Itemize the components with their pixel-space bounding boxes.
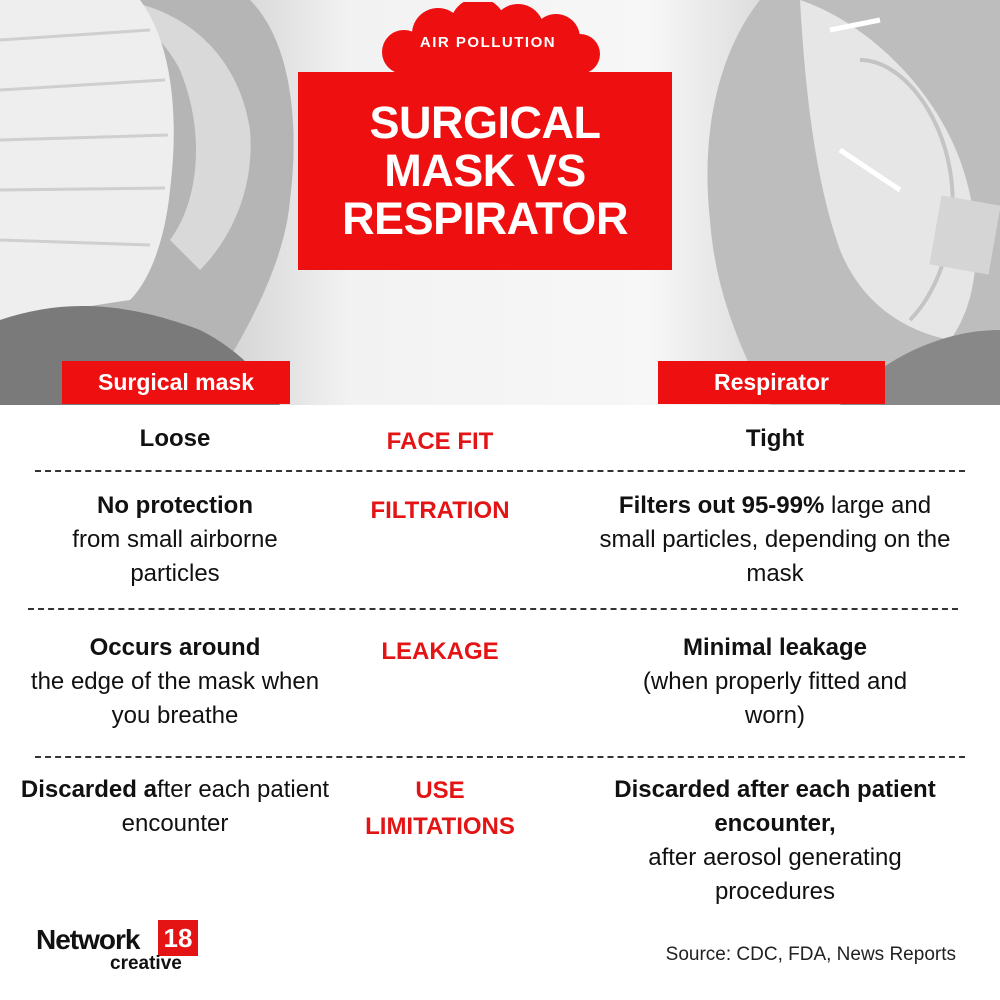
use-limitations-label-1: USE <box>415 777 465 804</box>
use-limitations-surgical-bold: Discarded a <box>20 776 157 803</box>
leakage-surgical-bold: Occurs around <box>89 634 261 661</box>
filtration-surgical-bold: No protection <box>97 492 253 519</box>
title-line-3: RESPIRATOR <box>342 193 628 244</box>
leakage-respirator <box>590 631 960 733</box>
use-limitations-respirator-bold: Discarded after each patient encounter, <box>614 776 936 837</box>
face-fit-respirator <box>590 422 960 456</box>
filtration-surgical <box>20 489 330 591</box>
respirator-photo <box>707 0 1000 405</box>
kicker-label: AIR POLLUTION <box>419 34 557 51</box>
title-line-2: MASK VS <box>384 145 586 196</box>
title-line-1: SURGICAL <box>369 97 601 148</box>
surgical-mask-column-tag: Surgical mask <box>62 361 290 404</box>
face-fit-category <box>335 424 545 460</box>
use-limitations-surgical-text: fter each patient encounter <box>121 776 330 837</box>
logo-sub: creative <box>110 953 182 974</box>
use-limitations-respirator <box>610 773 940 909</box>
respirator-column-tag: Respirator <box>658 361 885 404</box>
face-fit-respirator-bold: Tight <box>745 425 805 452</box>
use-limitations-respirator-text: after aerosol generating procedures <box>648 844 902 905</box>
row-divider-3 <box>35 756 965 758</box>
network18-logo <box>36 920 206 980</box>
face-fit-surgical-bold: Loose <box>139 425 211 452</box>
leakage-surgical-text: the edge of the mask when you breathe <box>30 668 320 729</box>
logo-number: 18 <box>158 920 198 956</box>
use-limitations-label-2: LIMITATIONS <box>365 813 515 840</box>
filtration-respirator-bold: Filters out 95-99% <box>618 492 825 519</box>
logo-word: Network <box>36 924 140 955</box>
filtration-respirator-text: large and small particles, depending on the mask <box>599 492 951 587</box>
leakage-label: LEAKAGE <box>381 638 499 665</box>
filtration-category <box>335 493 545 529</box>
filtration-surgical-text: from small airborne particles <box>72 526 278 587</box>
face-fit-surgical <box>20 422 330 456</box>
row-divider-1 <box>35 470 965 472</box>
source-note: Source: CDC, FDA, News Reports <box>665 944 956 965</box>
filtration-label: FILTRATION <box>370 497 510 524</box>
use-limitations-category <box>335 773 545 845</box>
surgical-mask-photo <box>0 0 294 405</box>
leakage-respirator-text: (when properly fitted and worn) <box>642 668 908 729</box>
use-limitations-surgical <box>20 773 330 841</box>
row-divider-2 <box>28 608 958 610</box>
leakage-respirator-bold: Minimal leakage <box>682 634 868 661</box>
title-box <box>298 72 672 270</box>
leakage-category <box>335 634 545 670</box>
face-fit-label: FACE FIT <box>386 428 494 455</box>
leakage-surgical <box>20 631 330 733</box>
filtration-respirator <box>590 489 960 591</box>
